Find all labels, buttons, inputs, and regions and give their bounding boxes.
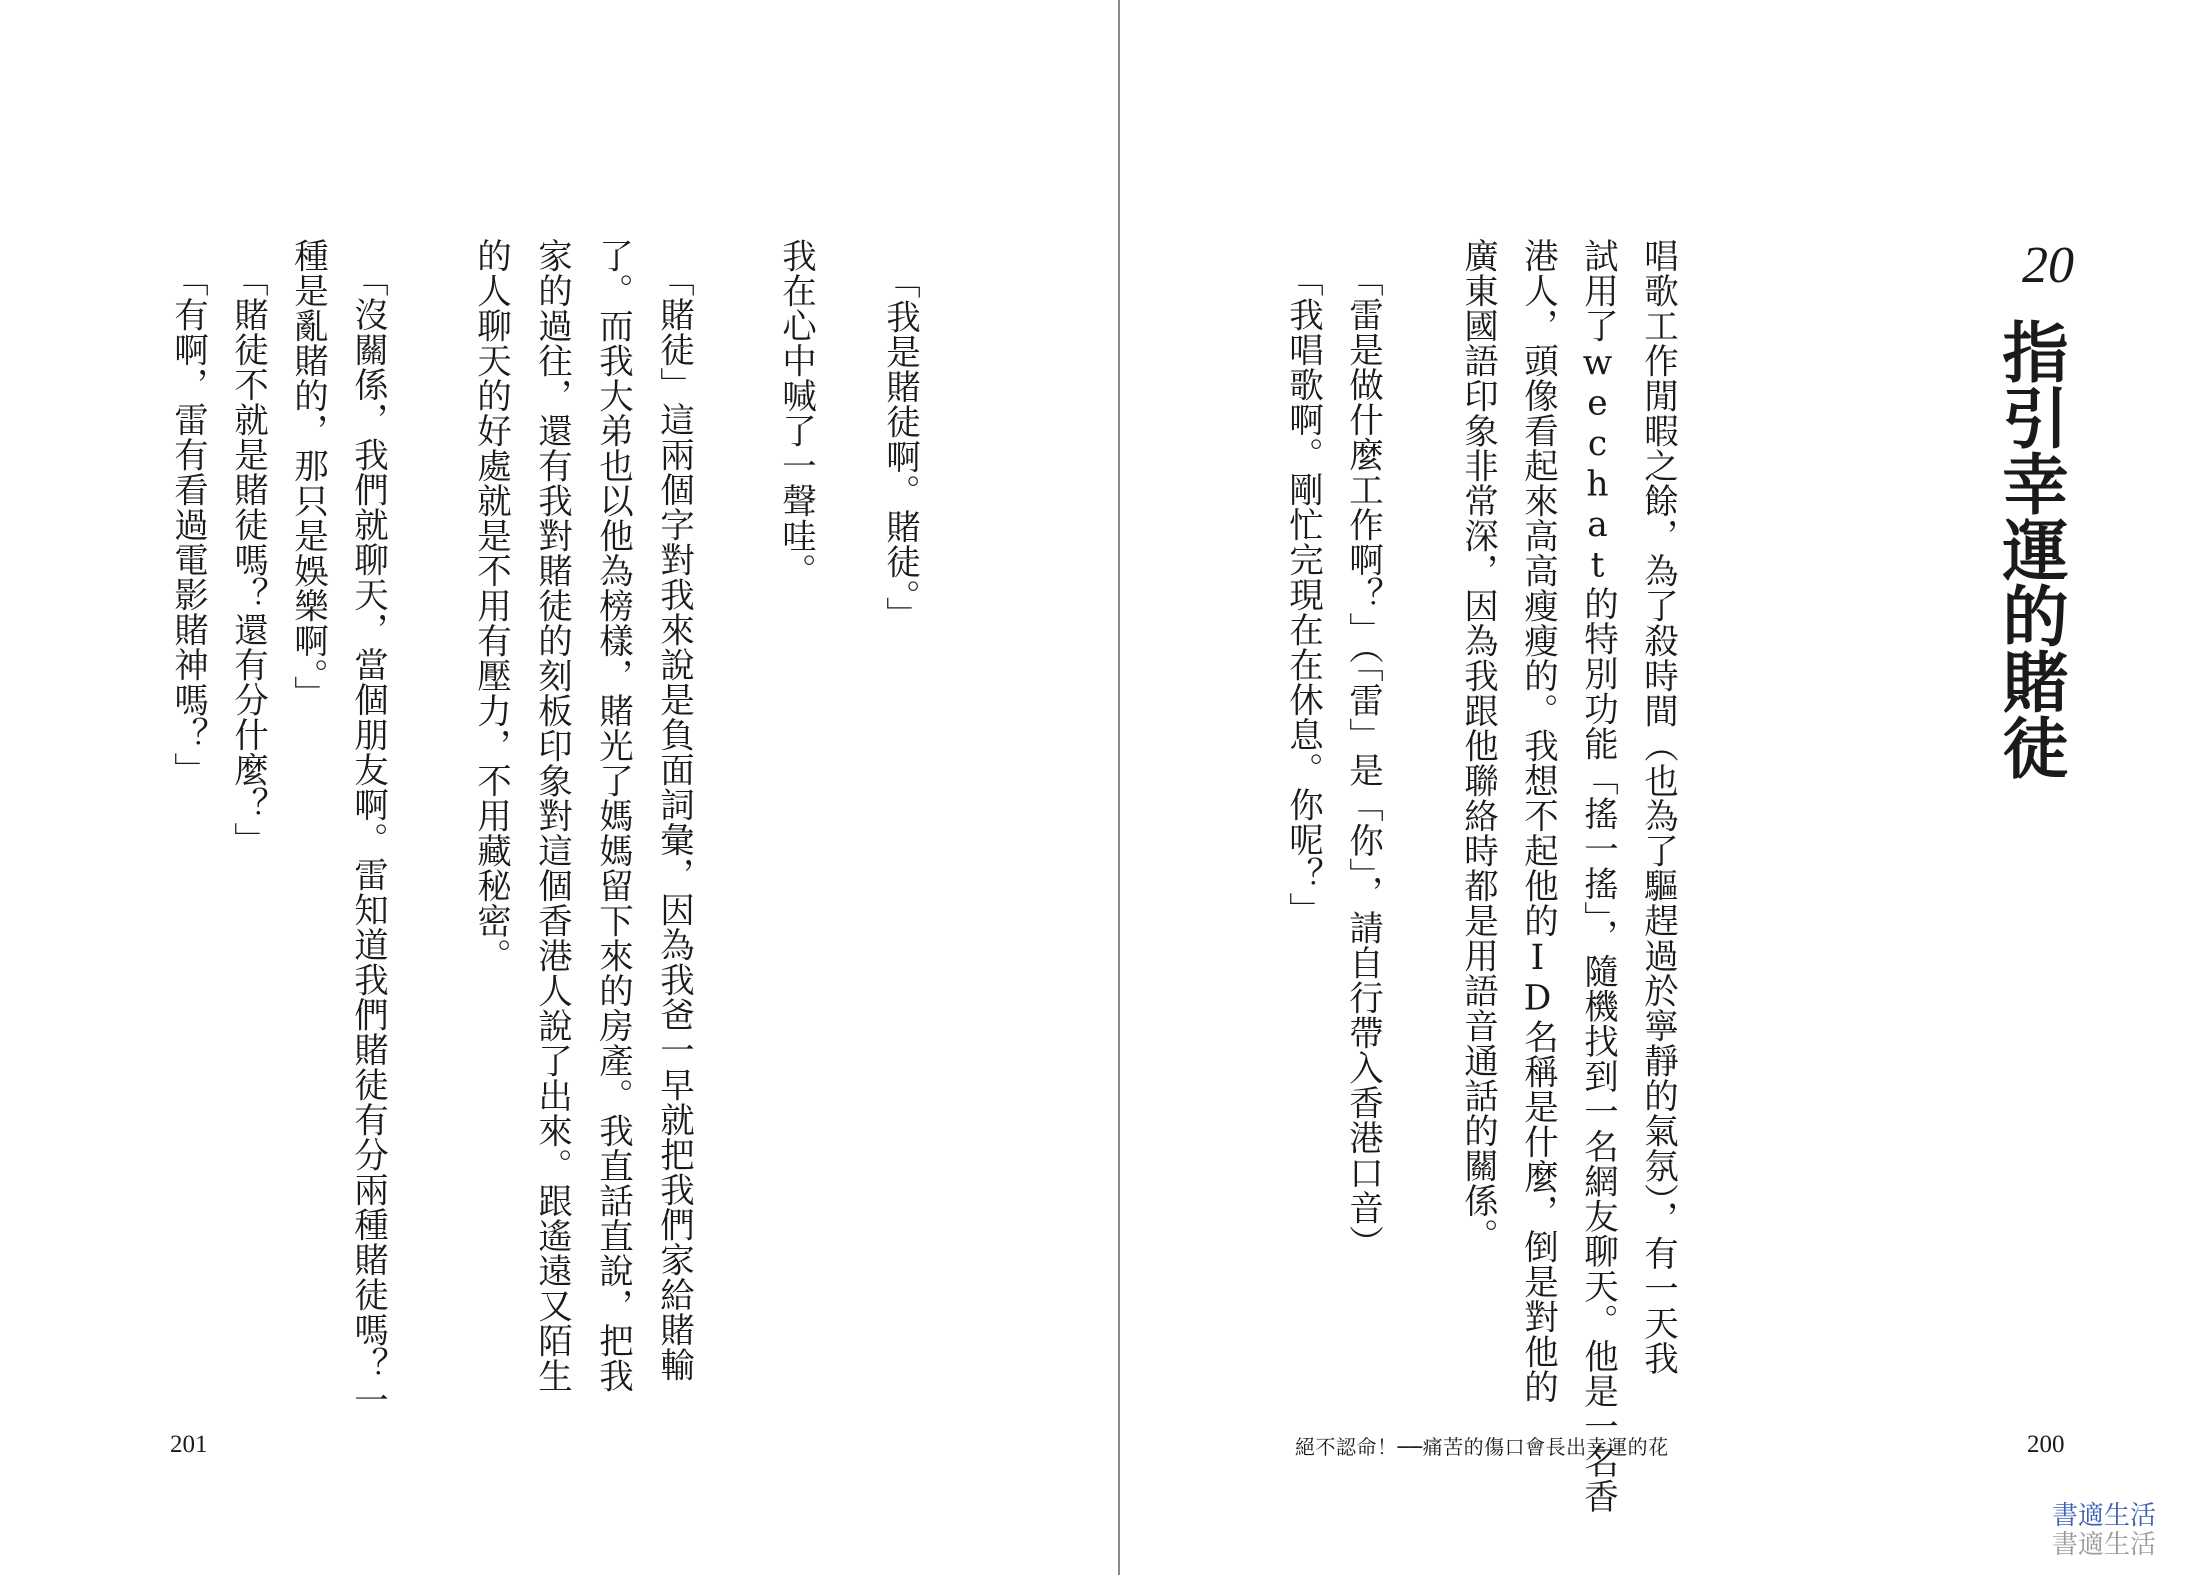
watermark-line-2: 書適生活 [2052,1529,2157,1560]
chapter-number: 20 [2022,237,2074,294]
left-col-7: 「沒關係，我們就聊天，當個朋友啊。雷知道我們賭徒有分兩種賭徒嗎？一 [347,262,388,1417]
left-col-1: 「我是賭徒啊。賭徒。」 [879,264,920,632]
watermark-line-1: 書適生活 [2052,1501,2157,1531]
left-col-5: 家的過往，還有我對賭徒的刻板印象對這個香港人說了出來。跟遙遠又陌生 [531,238,572,1393]
page-number-right: 200 [2027,1431,2065,1458]
left-col-2: 我在心中喊了一聲哇。 [775,238,816,588]
right-col-5: 「雷是做什麼工作啊？」（「雷」是「你」，請自行帶入香港口音） [1342,262,1383,1261]
left-col-9: 「賭徒不就是賭徒嗎？還有分什麼？」 [227,262,268,857]
right-col-1: 唱歌工作閒暇之餘，為了殺時間（也為了驅趕過於寧靜的氣氛），有一天我 [1637,238,1678,1376]
page-number-left: 201 [170,1431,208,1458]
right-col-4: 廣東國語印象非常深，因為我跟他聯絡時都是用語音通話的關係。 [1457,238,1498,1253]
left-col-8: 種是亂賭的，那只是娛樂啊。」 [287,238,328,711]
left-col-4: 了。而我大弟也以他為榜樣，賭光了媽媽留下來的房產。我直話直說，把我 [592,238,633,1393]
right-col-6: 「我唱歌啊。剛忙完現在在休息。你呢？」 [1282,262,1323,927]
running-title: 絕不認命！──痛苦的傷口會長出幸運的花 [1295,1435,1669,1459]
right-col-3: 港人，頭像看起來高高瘦瘦的。我想不起他的ID名稱是什麼，倒是對他的 [1517,238,1558,1404]
right-col-2: 試用了wechat的特別功能「搖一搖」，隨機找到一名網友聊天。他是一名香 [1577,238,1618,1514]
left-col-6: 的人聊天的好處就是不用有壓力，不用藏秘密。 [470,238,511,973]
chapter-title: 指引幸運的賭徒 [1991,318,2068,780]
publisher-watermark [2052,1502,2156,1559]
left-col-3: 「賭徒」這兩個字對我來說是負面詞彙，因為我爸一早就把我們家給賭輸 [653,262,694,1382]
page-gutter [1118,0,1120,1575]
left-col-10: 「有啊，雷有看過電影賭神嗎？」 [167,262,208,787]
